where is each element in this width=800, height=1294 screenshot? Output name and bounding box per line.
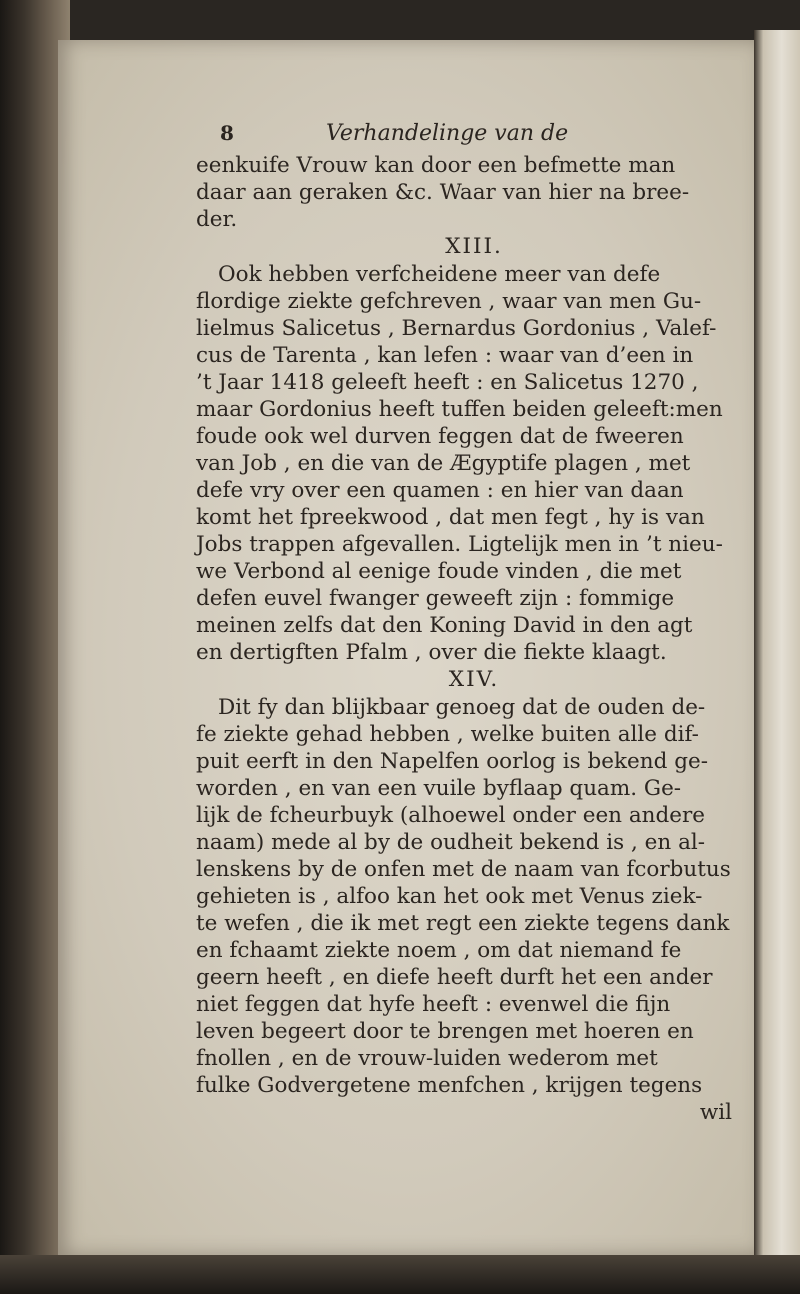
- text-line: daar aan geraken &c. Waar van hier na bree-: [196, 180, 690, 205]
- text-line: lijk de fcheurbuyk (alhoewel onder een andere: [196, 803, 706, 828]
- text-line: der.: [196, 207, 238, 232]
- text-line: worden , en van een vuile byflaap quam. Ge-: [196, 776, 682, 801]
- text-line: maar Gordonius heeft tuffen beiden geleeft:men: [196, 397, 723, 422]
- text-line: te wefen , die ik met regt een ziekte tegens dank: [196, 911, 730, 936]
- page-header: [196, 120, 752, 152]
- catchword: wil: [699, 1100, 732, 1125]
- text-line: en dertigften Pfalm , over die fiekte klaagt.: [196, 640, 667, 665]
- text-line: defen euvel fwanger geweeft zijn : fommige: [196, 586, 675, 611]
- section-heading: XIV.: [448, 667, 500, 692]
- text-line: van Job , en die van de Ægyptife plagen , met: [196, 451, 691, 476]
- text-line: en fchaamt ziekte noem , om dat niemand fe: [196, 938, 682, 963]
- facing-page-edge: [754, 30, 800, 1260]
- text-line: niet feggen dat hyfe heeft : evenwel die fijn: [196, 992, 671, 1017]
- text-line: naam) mede al by de oudheit bekend is , en al-: [196, 830, 706, 855]
- text-line: flordige ziekte gefchreven , waar van men Gu-: [196, 289, 702, 314]
- text-line: we Verbond al eenige foude vinden , die met: [196, 559, 682, 584]
- text-line: lenskens by de onfen met de naam van fcorbutus: [196, 857, 731, 882]
- text-line: puit eerft in den Napelfen oorlog is bekend ge-: [196, 749, 708, 774]
- text-line: leven begeert door te brengen met hoeren en: [196, 1019, 694, 1044]
- text-line: cus de Tarenta , kan lefen : waar van d’een in: [196, 343, 694, 368]
- bottom-edge: [0, 1255, 800, 1294]
- text-line: Dit fy dan blijkbaar genoeg dat de ouden de-: [218, 695, 706, 720]
- page-number: 8: [220, 121, 234, 145]
- text-line: Ook hebben verfcheidene meer van defe: [218, 262, 661, 287]
- text-line: gehieten is , alfoo kan het ook met Venus ziek-: [196, 884, 703, 909]
- text-line: ’t Jaar 1418 geleeft heeft : en Salicetus 1270 ,: [196, 370, 699, 395]
- text-line: eenkuife Vrouw kan door een befmette man: [196, 153, 676, 178]
- text-line: komt het fpreekwood , dat men fegt , hy is van: [196, 505, 705, 530]
- text-line: meinen zelfs dat den Koning David in den agt: [196, 613, 693, 638]
- text-line: foude ook wel durven feggen dat de fweeren: [196, 424, 684, 449]
- section-heading: XIII.: [445, 234, 503, 259]
- text-line: lielmus Salicetus , Bernardus Gordonius , Valef-: [196, 316, 717, 341]
- text-line: geern heeft , en diefe heeft durft het een ander: [196, 965, 713, 990]
- page-text: [196, 120, 752, 1126]
- running-head: Verhandelinge van de: [326, 121, 569, 146]
- text-line: fnollen , en de vrouw-luiden wederom met: [196, 1046, 658, 1071]
- text-line: defe vry over een quamen : en hier van daan: [196, 478, 684, 503]
- text-line: Jobs trappen afgevallen. Ligtelijk men in ’t nieu-: [196, 532, 723, 557]
- text-line: fulke Godvergetene menfchen , krijgen tegens: [196, 1073, 703, 1098]
- text-line: fe ziekte gehad hebben , welke buiten alle dif-: [196, 722, 699, 747]
